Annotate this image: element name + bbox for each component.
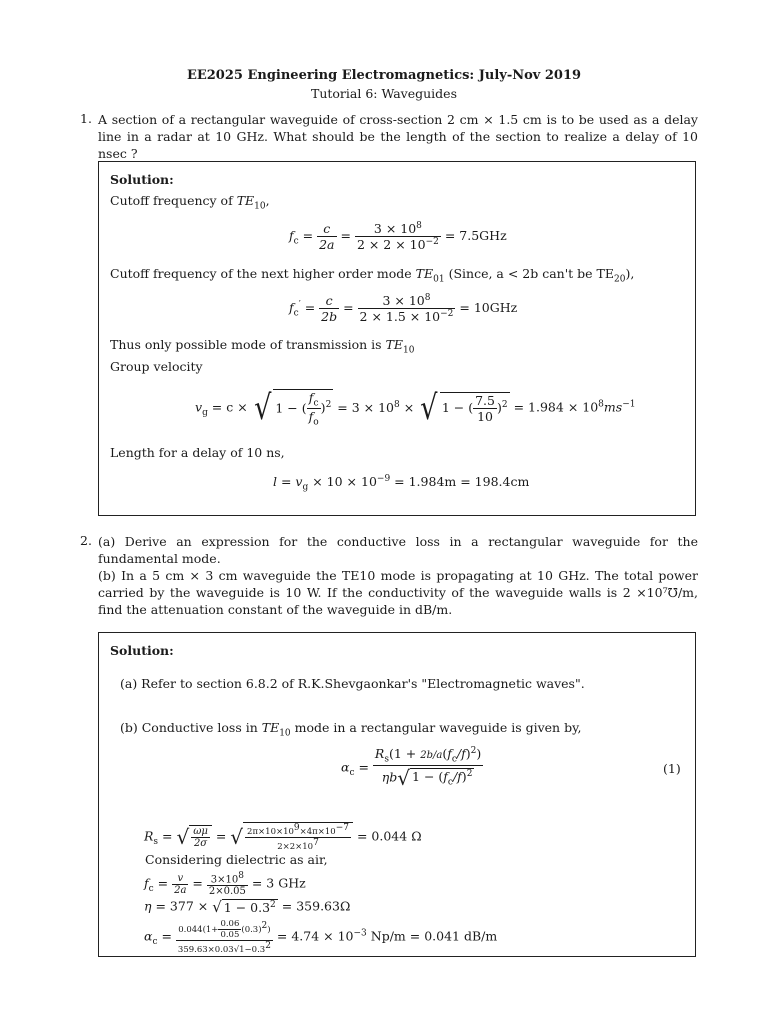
group-velocity-label: Group velocity (110, 359, 203, 374)
question-2-number: 2. (80, 533, 92, 548)
surface-resistance-equation: $R_s$ = √ $\frac{\omega\mu}{2\sigma}$ = √ $\frac{2\pi\times 10\times 10^9\times 4\pi\times 10^{-7}}{2\times 2\times 10^7}$ = 0.044 Ω (144, 823, 422, 852)
group-velocity-equation: $v_g = c$ × √ 1 − ( $\frac{f_c}{f_o}$ )$^2 = 3 \times 10^8$ × √ 1 − ( $\frac{7.5}{10}$ )$^2 = 1.984 \times 10^8ms^{-1}$ (195, 388, 636, 428)
length-equation: $l = v_g \times 10 \times 10^{-9} = 1.984m = 198.4cm$ (273, 474, 530, 493)
next-cutoff-equation: $f_c'$ = $\frac{c}{2b}$ = $\frac{3 \times 10^8}{2 \times 1.5 \times 10^{-2}}$ = 10GHz (289, 293, 518, 325)
question-1-text: A section of a rectangular waveguide of cross-section 2 cm × 1.5 cm is to be used as a delay line in a radar at 10 GHz. What should be the length of the section to realize a delay of 10 nsec ? (98, 112, 698, 161)
impedance-equation: η = 377 × √ $1 - 0.3^2 = 359.63\Omega$ (144, 898, 351, 916)
delay-length-label: Length for a delay of 10 ns, (110, 445, 285, 460)
page-title: EE2025 Engineering Electromagnetics: July-Nov 2019 (186, 68, 582, 83)
solution-2-box (98, 632, 696, 957)
equation-number: (1) (663, 761, 681, 776)
cutoff-frequency-equation: $f_c$ = $\frac{c}{2a}$ = $\frac{3 \times 10^8}{2 \times 2 \times 10^{-2}}$ = 7.5GHz (289, 221, 507, 253)
next-mode-label: Cutoff frequency of the next higher order mode $TE_{01}$ (Since, a < 2b can't be $TE_{20}$), (110, 266, 635, 285)
part-b-intro: (b) Conductive loss in $TE_{10}$ mode in a rectangular waveguide is given by, (120, 720, 582, 739)
only-mode-text: Thus only possible mode of transmission is $TE_{10}$ (110, 337, 415, 356)
solution-1-heading: Solution: (110, 172, 174, 187)
cutoff-frequency-label: Cutoff frequency of $TE_{10}$, (110, 193, 270, 212)
question-2-part-b: (b) In a 5 cm × 3 cm waveguide the TE10 mode is propagating at 10 GHz. The total power carried by the waveguide is 10 W. If the conductivity of the waveguide walls is 2 ×10⁷℧/m, find the attenuation constant of the waveguide in dB/m. (98, 568, 698, 617)
part-a-answer: (a) Refer to section 6.8.2 of R.K.Shevgaonkar's "Electromagnetic waves". (120, 676, 585, 691)
solution-2-heading: Solution: (110, 643, 174, 658)
question-2-part-a: (a) Derive an expression for the conductive loss in a rectangular waveguide for the fundamental mode. (98, 534, 698, 566)
solution-1-box (98, 161, 696, 516)
dielectric-note: Considering dielectric as air, (145, 852, 328, 867)
question-1-number: 1. (80, 111, 92, 126)
attenuation-formula: $\alpha_c$ = $\frac{R_s(1 + 2b/a(f_c/f)^2)}{\eta b√ 1 - (f_c/f)^2}$ (341, 746, 482, 790)
attenuation-result-equation: $\alpha_c$ = 0.044(1+ $\frac{0.06}{0.05}$ $(0.3)^2$) $359.63\times 0.03√1-0.3^2$ = $4.74 \times 10^{-3}$ Np/m = 0.041 dB/m (144, 919, 498, 955)
cutoff-frequency-2-equation: $f_c$ = $\frac{v}{2a}$ = $\frac{3\times 10^8}{2\times 0.05}$ = 3 GHz (144, 871, 306, 898)
page-subtitle: Tutorial 6: Waveguides (310, 86, 457, 101)
